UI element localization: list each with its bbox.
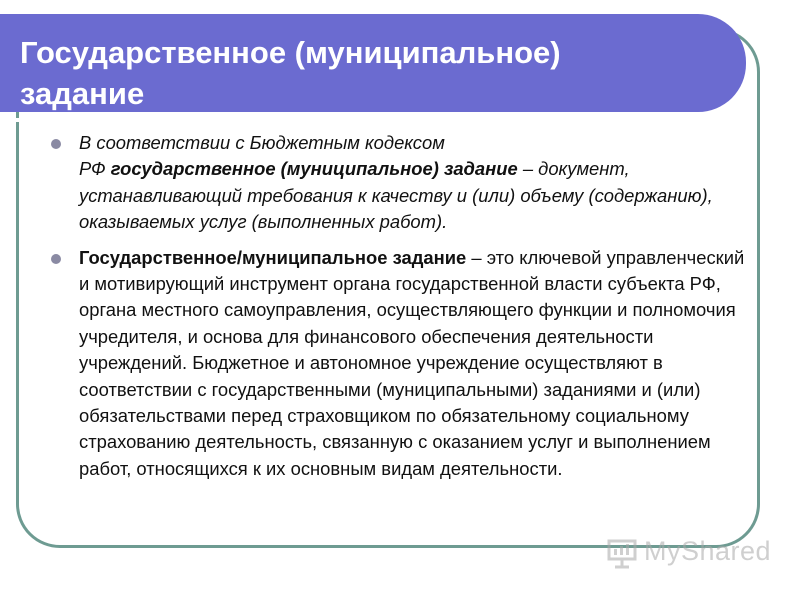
bullet-1-definition: – документ, устанавливающий требования к качеству и (или) объему (содержанию), оказываемых услуг (выполненных работ). (79, 158, 713, 233)
bullet-1-intro: В соответствии с Бюджетным кодексом (79, 132, 445, 153)
title-underline (0, 118, 706, 122)
slide-title-line1: Государственное (муниципальное) (20, 35, 561, 70)
slide-title (20, 32, 720, 114)
bullet-item-description (44, 245, 756, 483)
watermark (606, 534, 772, 574)
bullet-dot-icon (51, 254, 61, 264)
bullet-item-definition (44, 130, 756, 236)
bullet-2-description: – это ключевой управленческий и мотивирующий инструмент органа государственной власти субъекта РФ, органа местного самоуправления, осуществляющего функции и полномочия учредителя, и основа для финансового обеспечения деятельности учреждений. Бюджетное и автономное учреждение осуществляют в соответствии с государственными (муниципальными) заданиями и (или) обязательствами перед страховщиком по обязательному социальному страхованию деятельность, связанную с оказанием услуг и выполнением работ, относящихся к их основным видам деятельности. (79, 246, 745, 479)
title-bar (0, 14, 746, 112)
bullet-1-prefix: РФ (79, 158, 111, 180)
bullet-2-term: Государственное/муниципальное задание (79, 246, 467, 268)
bullet-1-term: государственное (муниципальное) задание (110, 158, 518, 180)
bullet-dot-icon (51, 139, 61, 149)
slide-title-line2: задание (20, 76, 145, 111)
bullet-list (44, 130, 756, 491)
presentation-board-icon (606, 536, 640, 570)
watermark-text: MyShared (644, 536, 772, 566)
